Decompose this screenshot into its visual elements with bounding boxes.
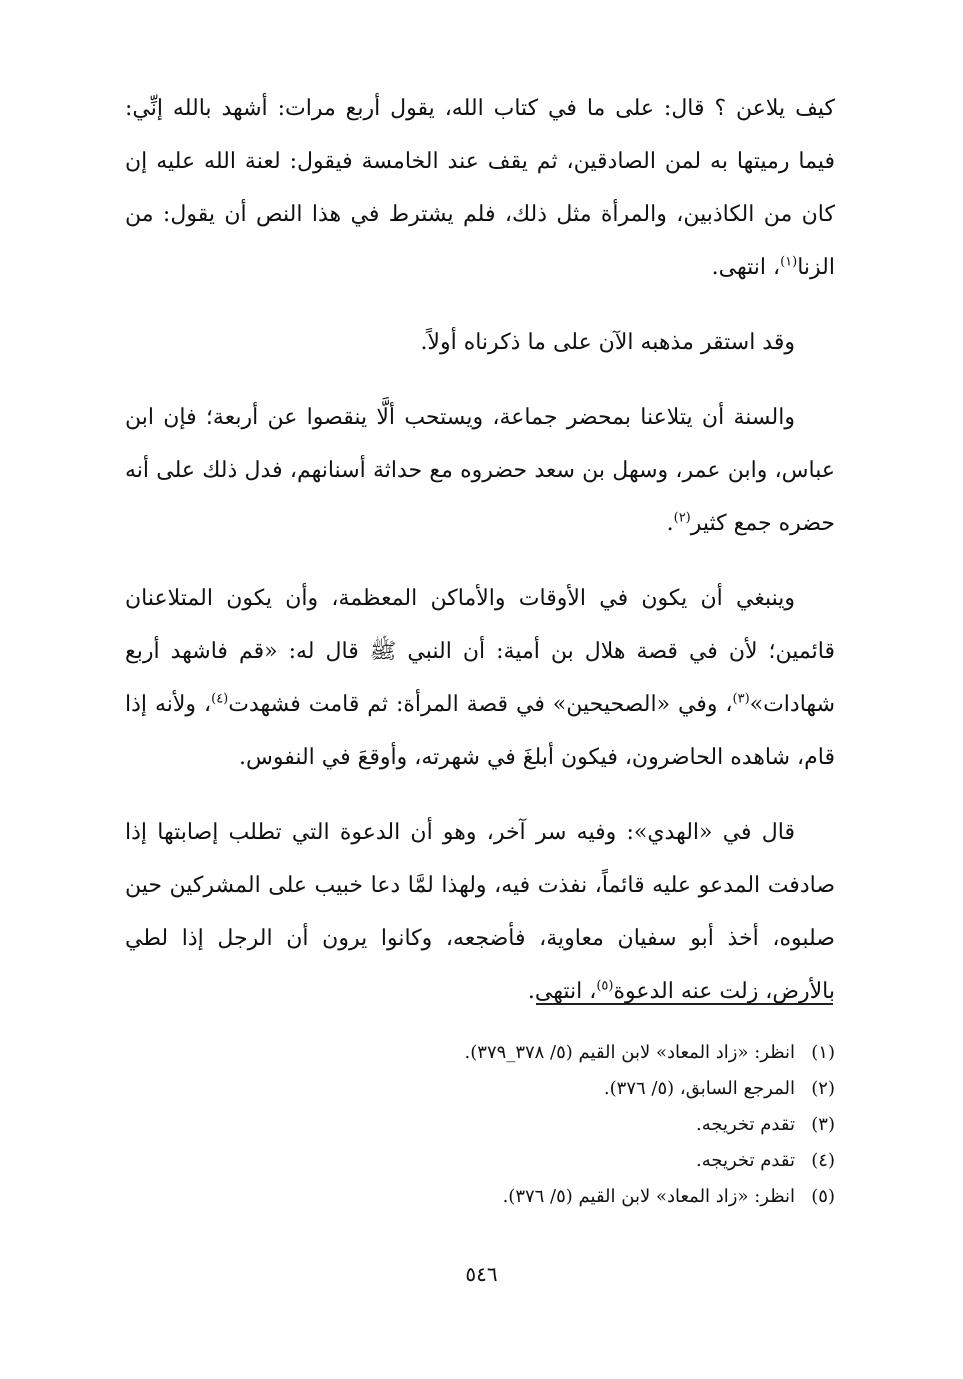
paragraph	[125, 316, 835, 369]
footnote-separator	[536, 1003, 833, 1005]
paragraph-text: وينبغي أن يكون في الأوقات والأماكن المعظمة، وأن يكون المتلاعنان قائمين؛ لأن في قصة هلال بن أمية: أن النبي ﷺ قال له: «قم فاشهد أربع شهادات»	[125, 586, 835, 717]
footnote-reference[interactable]: (٥)	[596, 978, 614, 994]
footnote-text: انظر: «زاد المعاد» لابن القيم (٥/ ٣٧٨_٣٧٩).	[464, 1042, 795, 1063]
paragraph	[125, 572, 835, 784]
paragraph-text: كيف يلاعن ؟ قال: على ما في كتاب الله، يقول أربع مرات: أشهد بالله إنِّي: فيما رميتها به لمن الصادقين، ثم يقف عند الخامسة فيقول: لعنة الله عليه إن كان من الكاذبين، والمرأة مثل ذلك، فلم يشترط في هذا النص أن يقول: من الزنا	[125, 96, 835, 280]
paragraph	[125, 391, 835, 550]
paragraph-text: ، وفي «الصحيحين» في قصة المرأة: ثم قامت فشهدت	[228, 692, 733, 717]
footnote-item	[335, 1035, 835, 1071]
footnote-item	[335, 1179, 835, 1215]
footnote-reference[interactable]: (٤)	[211, 691, 229, 707]
paragraph	[125, 82, 835, 294]
footnote-text: تقدم تخريجه.	[696, 1150, 795, 1171]
footnote-number: (٣)	[811, 1114, 835, 1135]
footnote-item	[335, 1143, 835, 1179]
footnote-text: انظر: «زاد المعاد» لابن القيم (٥/ ٣٧٦).	[502, 1186, 795, 1207]
footnote-number: (٤)	[811, 1150, 835, 1171]
footnote-text: المرجع السابق، (٥/ ٣٧٦).	[603, 1078, 795, 1099]
paragraph-text: ، انتهى.	[527, 979, 597, 1004]
paragraph-text: والسنة أن يتلاعنا بمحضر جماعة، ويستحب ألَّا ينقصوا عن أربعة؛ فإن ابن عباس، وابن عمر، وسهل بن سعد حضروه مع حداثة أسنانهم، فدل ذلك على أنه حضره جمع كثير	[125, 405, 835, 536]
paragraph-text: ، ولأنه إذا قام، شاهده الحاضرون، فيكون أبلغَ في شهرته، وأوقعَ في النفوس.	[125, 692, 835, 770]
footnote-number: (٢)	[811, 1078, 835, 1099]
footnote-number: (٥)	[811, 1186, 835, 1207]
paragraph	[125, 806, 835, 1018]
paragraph-text: وقد استقر مذهبه الآن على ما ذكرناه أولاً.	[420, 330, 795, 355]
footnote-text: تقدم تخريجه.	[696, 1114, 795, 1135]
footnotes	[335, 1035, 835, 1215]
footnote-reference[interactable]: (٣)	[732, 691, 750, 707]
main-text	[125, 82, 835, 1040]
paragraph-text: .	[666, 511, 674, 536]
page-number: ٥٤٦	[465, 1262, 498, 1286]
footnote-number: (١)	[811, 1042, 835, 1063]
paragraph-text: ، انتهى.	[711, 255, 781, 280]
footnote-item	[335, 1107, 835, 1143]
footnote-reference[interactable]: (١)	[780, 254, 798, 270]
footnote-reference[interactable]: (٢)	[673, 510, 691, 526]
paragraph-text: قال في «الهدي»: وفيه سر آخر، وهو أن الدعوة التي تطلب إصابتها إذا صادفت المدعو عليه قائماً، نفذت فيه، ولهذا لمَّا دعا خبيب على المشركين حين صلبوه، أخذ أبو سفيان معاوية، فأضجعه، وكانوا يرون أن الرجل إذا لطي بالأرض، زلت عنه الدعوة	[125, 820, 835, 1004]
footnote-item	[335, 1071, 835, 1107]
